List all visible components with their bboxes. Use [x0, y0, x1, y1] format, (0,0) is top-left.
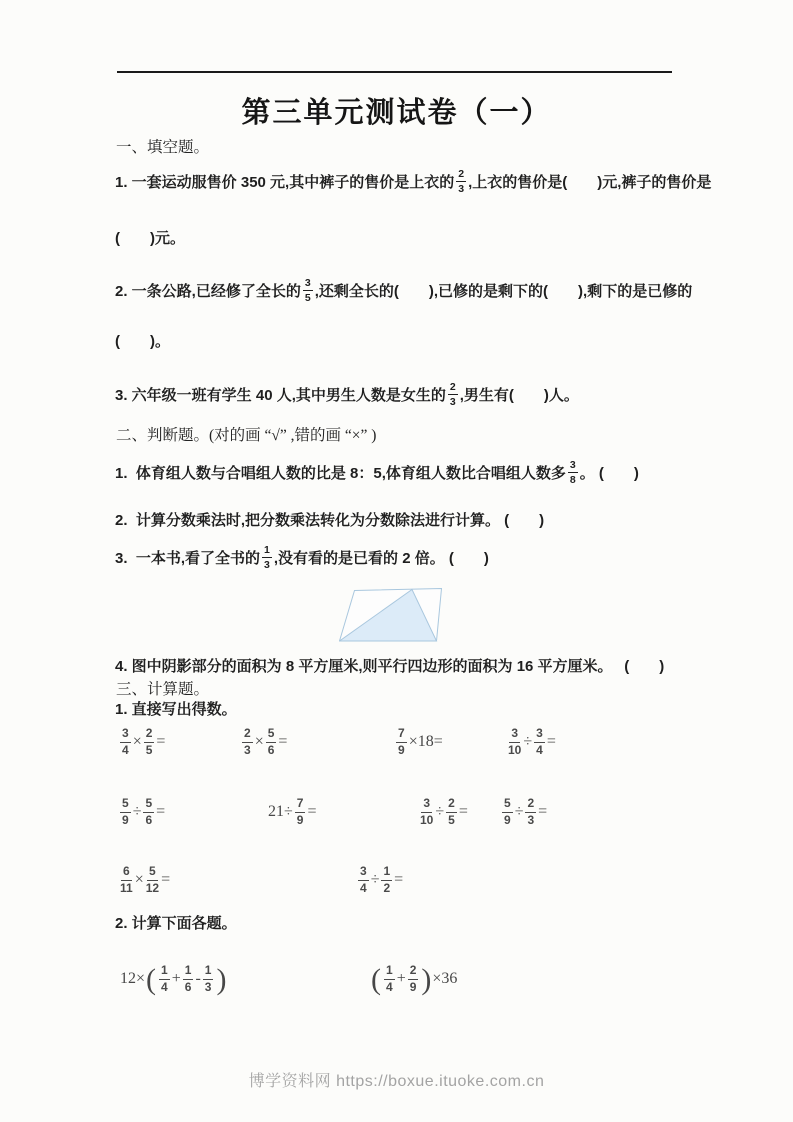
calc-item: $\frac{5}{9}$ ÷ $\frac{5}{6}$ = — [122, 796, 166, 827]
fill-q1-line1: 1. 一套运动服售价 350 元,其中裤子的售价是上衣的 $\frac{2}{3}$ ,上衣的售价是( )元,裤子的售价是 — [115, 168, 712, 196]
calc-item: $\frac{7}{9}$ ×18= — [398, 726, 443, 757]
judge-q3: 3. 一本书,看了全书的 $\frac{1}{3}$ ,没有看的是已看的 2 倍。 ( ) — [115, 544, 489, 572]
calc-item: $\frac{3}{4}$ × $\frac{2}{5}$ = — [122, 726, 166, 757]
calc-item: $\frac{5}{9}$ ÷ $\frac{2}{3}$ = — [504, 796, 548, 827]
fill-q1-line2: ( )元。 — [115, 230, 185, 247]
judge-q2: 2. 计算分数乘法时,把分数乘法转化为分数除法进行计算。 ( ) — [115, 512, 545, 529]
section-3-heading: 三、计算题。 — [116, 681, 210, 698]
judge-q4: 4. 图中阴影部分的面积为 8 平方厘米,则平行四边形的面积为 16 平方厘米。 ( ) — [115, 658, 665, 675]
section-2-heading: 二、判断题。(对的画 “√” ,错的画 “×” ) — [116, 427, 377, 444]
calc-sub2-heading: 2. 计算下面各题。 — [115, 915, 237, 932]
calc-item: $\frac{2}{3}$ × $\frac{5}{6}$ = — [244, 726, 288, 757]
calc-item: 21÷ $\frac{7}{9}$ = — [268, 796, 317, 827]
calc-expression: 12× ( $\frac{1}{4}$ + $\frac{1}{6}$ - $\frac{1}{3}$ ) — [120, 962, 227, 996]
footer-watermark: 博学资料网 https://boxue.ituoke.com.cn — [248, 1073, 545, 1090]
calc-sub1-heading: 1. 直接写出得数。 — [115, 701, 237, 718]
parallelogram-figure — [339, 588, 443, 642]
section-1-heading: 一、填空题。 — [116, 139, 210, 156]
calc-item: $\frac{3}{4}$ ÷ $\frac{1}{2}$ = — [360, 864, 404, 895]
fill-q2-line2: ( )。 — [115, 333, 170, 350]
fill-q2-line1: 2. 一条公路,已经修了全长的 $\frac{3}{5}$ ,还剩全长的( ),已修的是剩下的( ),剩下的是已修的 — [115, 277, 693, 305]
judge-q1: 1. 体育组人数与合唱组人数的比是 8：5,体育组人数比合唱组人数多 $\frac{3}{8}$ 。 ( ) — [115, 459, 639, 487]
calc-item: $\frac{3}{10}$ ÷ $\frac{3}{4}$ = — [508, 726, 556, 757]
calc-expression: ( $\frac{1}{4}$ + $\frac{2}{9}$ ) ×36 — [371, 962, 458, 996]
fill-q3: 3. 六年级一班有学生 40 人,其中男生人数是女生的 $\frac{2}{3}$ ,男生有( )人。 — [115, 381, 579, 409]
calc-item: $\frac{6}{11}$ × $\frac{5}{12}$ = — [120, 864, 171, 895]
header-rule — [117, 71, 672, 73]
calc-item: $\frac{3}{10}$ ÷ $\frac{2}{5}$ = — [420, 796, 468, 827]
page-title: 第三单元测试卷（一） — [241, 97, 552, 129]
